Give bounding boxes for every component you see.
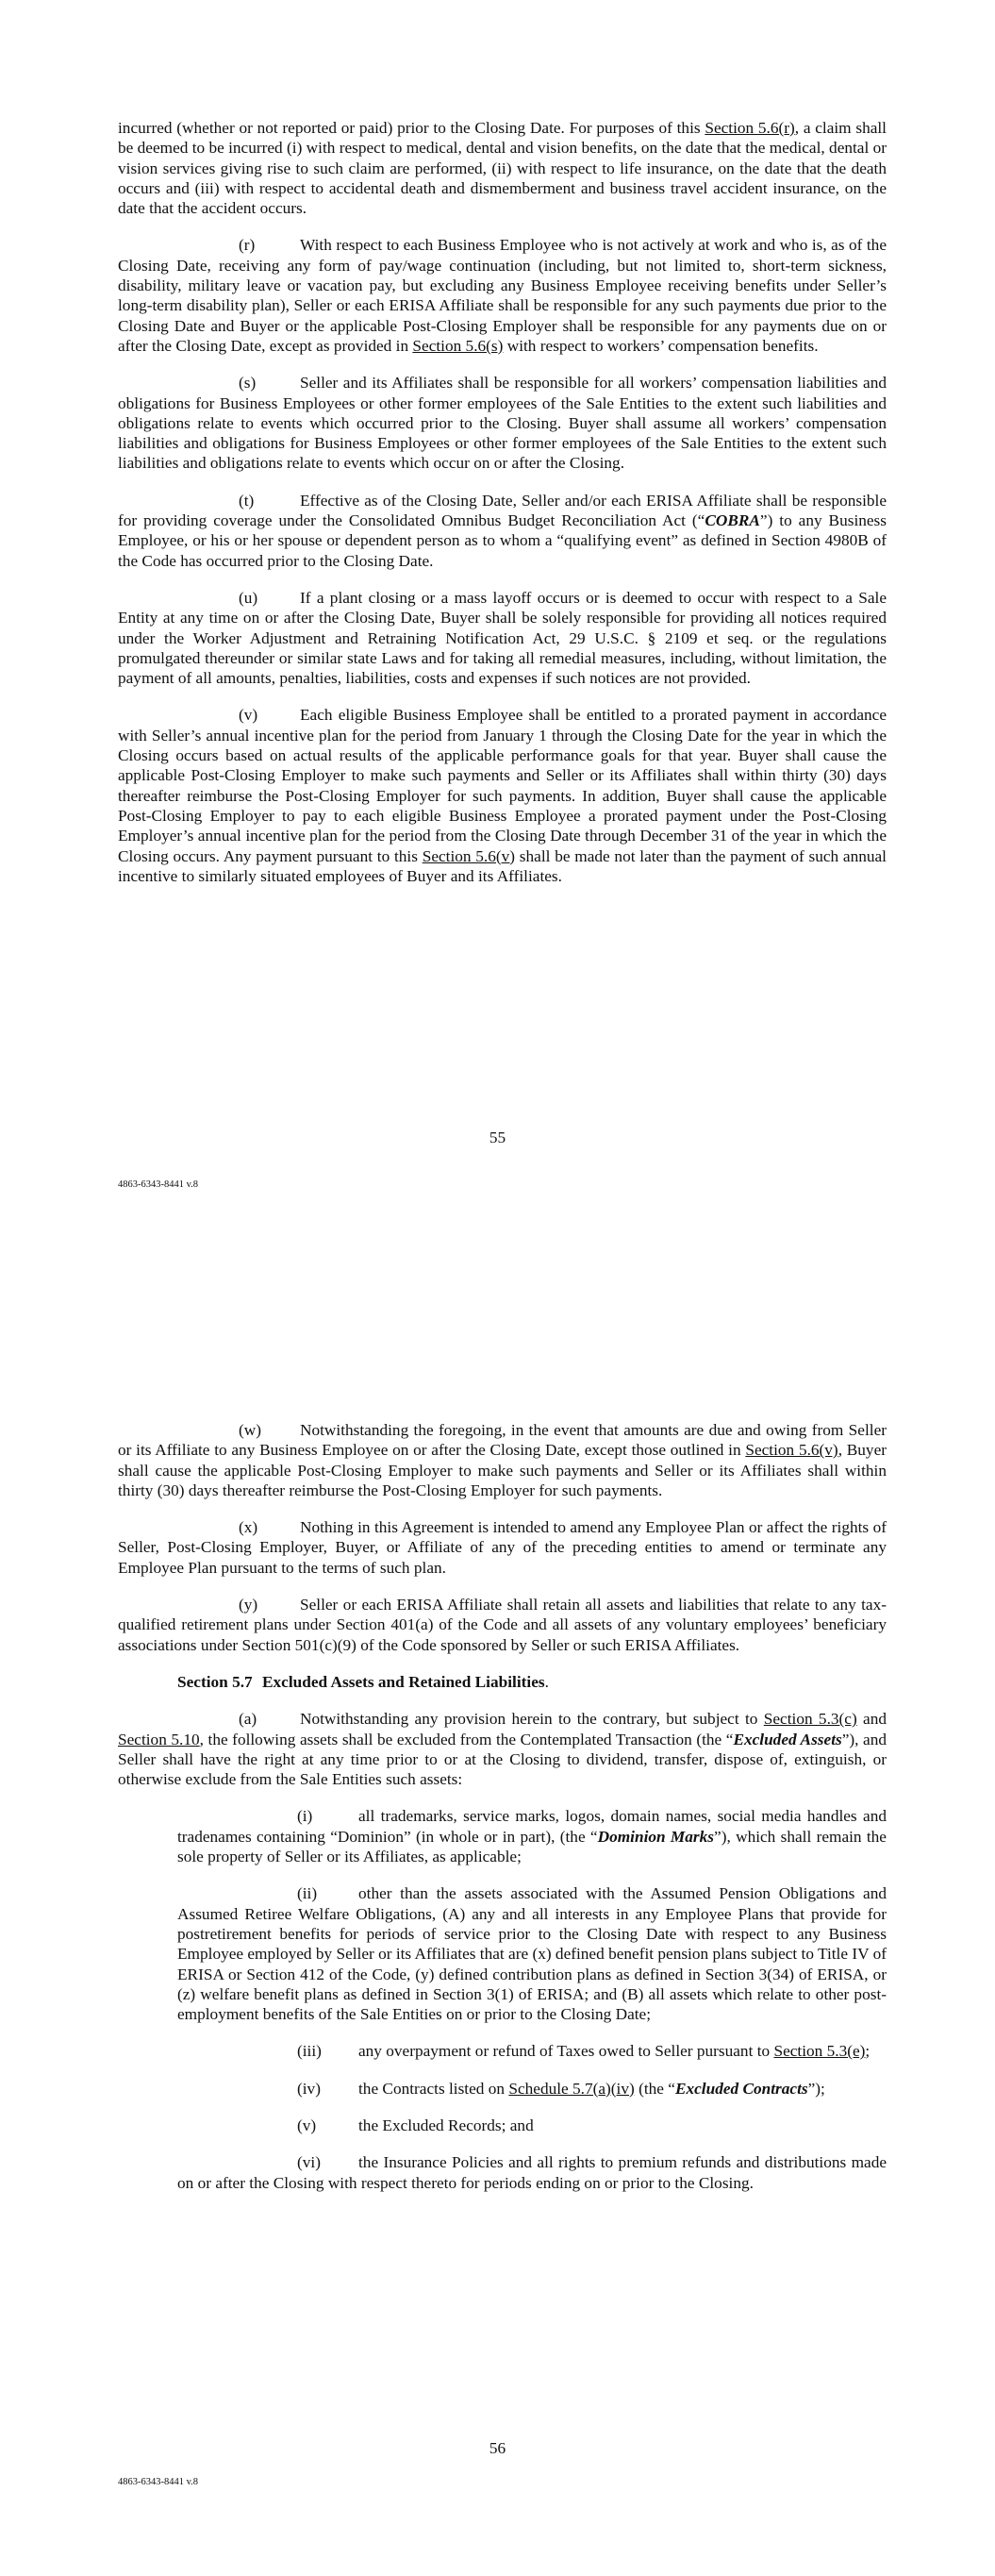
section-ref-5-6-r: Section 5.6(r) bbox=[705, 119, 795, 137]
section-heading-5-7: Section 5.7 Excluded Assets and Retained Liabilities. bbox=[177, 1672, 549, 1691]
paragraph-continuation: incurred (whether or not reported or paid) prior to the Closing Date. For purposes of this Section 5.6(r), a claim shall be deemed to be incurred (i) with respect to medical, dental and vision benefits, on the date that the medical, dental or vision services giving rise to such claim are performed, (ii) with respect to life insurance, on the date that the death occurs and (iii) with respect to accidental death and dismemberment and business travel accident insurance, on the date that the accident occurs. bbox=[118, 119, 887, 218]
paragraph-t: (t) Effective as of the Closing Date, Seller and/or each ERISA Affiliate shall be responsible for providing coverage under the Consolidated Omnibus Budget Reconciliation Act (“COBRA”) to any Business Employee, or his or her spouse or dependent person as to whom a “qualifying event” as defined in Section 4980B of the Code has occurred prior to the Closing Date. bbox=[118, 491, 887, 570]
item-iii: (iii) any overpayment or refund of Taxes owed to Seller pursuant to Section 5.3(e); bbox=[297, 2042, 871, 2061]
defined-term-dominion-marks: Dominion Marks bbox=[597, 1827, 715, 1846]
defined-term-excluded-contracts: Excluded Contracts bbox=[674, 2079, 808, 2098]
page-number: 56 bbox=[489, 2439, 506, 2457]
defined-term-cobra: COBRA bbox=[705, 511, 760, 530]
document-id: 4863-6343-8441 v.8 bbox=[118, 2477, 199, 2487]
paragraph-label: (w) bbox=[239, 1421, 261, 1439]
paragraph-label: (v) bbox=[239, 706, 258, 725]
item-vi: (vi) the Insurance Policies and all rights to premium refunds and distributions made on or after the Closing with respect thereto for periods ending on or prior to the Closing. bbox=[177, 2153, 887, 2192]
item-label: (i) bbox=[297, 1807, 313, 1826]
section-ref-5-3-e: Section 5.3(e) bbox=[773, 2042, 866, 2061]
item-v: (v) the Excluded Records; and bbox=[297, 2116, 534, 2135]
schedule-ref-5-7-a-iv: Schedule 5.7(a)(iv) bbox=[508, 2079, 635, 2098]
paragraph-w: (w) Notwithstanding the foregoing, in the event that amounts are due and owing from Seller or its Affiliate to any Business Employee on or after the Closing Date, except those outlined in Section 5.6(v), Buyer shall cause the applicable Post-Closing Employer to make such payments and Seller or its Affiliates shall within thirty (30) days thereafter reimburse the Post-Closing Employer for such payments. bbox=[118, 1421, 887, 1499]
paragraph-v: (v) Each eligible Business Employee shall be entitled to a prorated payment in accordance with Seller’s annual incentive plan for the period from January 1 through the Closing Date for the year in which the Closing occurs based on actual results of the applicable performance goals for that year. Buyer shall cause the applicable Post-Closing Employer to make such payments and Seller or its Affiliates shall within thirty (30) days thereafter reimburse the Post-Closing Employer for such payments. In addition, Buyer shall cause the applicable Post-Closing Employer to pay to each eligible Business Employee a prorated payment under the Post-Closing Employer’s annual incentive plan for the period from the Closing Date through December 31 of the year in which the Closing occurs. Any payment pursuant to this Section 5.6(v) shall be made not later than the payment of such annual incentive to similarly situated employees of Buyer and its Affiliates. bbox=[118, 706, 887, 885]
paragraph-s: (s) Seller and its Affiliates shall be responsible for all workers’ compensation liabilities and obligations for Business Employees or other former employees of the Sale Entities to the extent such liabilities and obligations relate to events which occurred prior to the Closing. Buyer shall assume all workers’ compensation liabilities and obligations for Business Employees or other former employees of the Sale Entities to the extent such liabilities and obligations relate to events which occur on or after the Closing. bbox=[118, 374, 887, 473]
paragraph-label: (t) bbox=[239, 491, 255, 510]
page-56 bbox=[0, 1217, 995, 2576]
section-ref-5-10: Section 5.10 bbox=[118, 1730, 200, 1748]
section-ref-5-6-v: Section 5.6(v) bbox=[745, 1441, 838, 1460]
item-label: (ii) bbox=[297, 1884, 318, 1903]
section-ref-5-3-c: Section 5.3(c) bbox=[763, 1710, 857, 1729]
paragraph-label: (s) bbox=[239, 374, 257, 393]
page-56-body bbox=[118, 1420, 887, 2210]
page-number: 55 bbox=[489, 1129, 506, 1146]
item-label: (vi) bbox=[297, 2153, 321, 2172]
item-iv: (iv) the Contracts listed on Schedule 5.7(a)(iv) (the “Excluded Contracts”); bbox=[297, 2079, 825, 2098]
paragraph-label: (r) bbox=[239, 236, 256, 255]
paragraph-x: (x) Nothing in this Agreement is intended to amend any Employee Plan or affect the rights of Seller, Post-Closing Employer, Buyer, or Affiliate of any of the preceding entities to amend or terminate any Employee Plan pursuant to the terms of such plan. bbox=[118, 1518, 887, 1577]
defined-term-excluded-assets: Excluded Assets bbox=[733, 1730, 842, 1748]
section-ref-5-6-v: Section 5.6(v) bbox=[422, 846, 516, 865]
item-label: (iii) bbox=[297, 2042, 322, 2061]
paragraph-r: (r) With respect to each Business Employee who is not actively at work and who is, as of the Closing Date, receiving any form of pay/wage continuation (including, but not limited to, short-term sickness, disability, military leave or vacation pay, but excluding any Business Employee receiving benefits under Seller’s long-term disability plan), Seller or each ERISA Affiliate shall be responsible for any such payments due prior to the Closing Date and Buyer or the applicable Post-Closing Employer shall be responsible for any payments due on or after the Closing Date, except as provided in Section 5.6(s) with respect to workers’ compensation benefits. bbox=[118, 236, 887, 355]
item-ii: (ii) other than the assets associated with the Assumed Pension Obligations and Assumed Retiree Welfare Obligations, (A) any and all interests in any Employee Plans that provide for postretirement benefits for periods of service prior to the Closing Date with respect to any Business Employee employed by Seller or its Affiliates that are (x) defined benefit pension plans subject to Title IV of ERISA or Section 412 of the Code, (y) defined contribution plans as defined in Section 3(34) of ERISA, or (z) welfare benefit plans as defined in Section 3(1) of ERISA; and (B) all assets which relate to other post-employment benefits of the Sale Entities on or prior to the Closing Date; bbox=[177, 1884, 887, 2024]
page-55 bbox=[0, 0, 995, 1217]
item-label: (iv) bbox=[297, 2079, 321, 2098]
paragraph-y: (y) Seller or each ERISA Affiliate shall retain all assets and liabilities that relate to any tax-qualified retirement plans under Section 401(a) of the Code and all assets of any voluntary employees’ beneficiary associations under Section 501(c)(9) of the Code sponsored by Seller or such ERISA Affiliates. bbox=[118, 1596, 887, 1654]
page-55-body bbox=[118, 118, 887, 903]
paragraph-a: (a) Notwithstanding any provision herein to the contrary, but subject to Section 5.3(c) and Section 5.10, the following assets shall be excluded from the Contemplated Transaction (the “Excluded Assets”), and Seller shall have the right at any time prior to or at the Closing to dividend, transfer, dispose of, extinguish, or otherwise exclude from the Sale Entities such assets: bbox=[118, 1710, 887, 1789]
section-title: Excluded Assets and Retained Liabilities bbox=[262, 1672, 545, 1691]
item-i: (i) all trademarks, service marks, logos, domain names, social media handles and tradenames containing “Dominion” (in whole or in part), (the “Dominion Marks”), which shall remain the sole property of Seller or its Affiliates, as applicable; bbox=[177, 1807, 887, 1866]
item-label: (v) bbox=[297, 2116, 317, 2135]
paragraph-label: (x) bbox=[239, 1518, 258, 1537]
document-id: 4863-6343-8441 v.8 bbox=[118, 1179, 199, 1190]
section-number: Section 5.7 bbox=[177, 1672, 253, 1691]
paragraph-label: (y) bbox=[239, 1596, 258, 1614]
paragraph-u: (u) If a plant closing or a mass layoff occurs or is deemed to occur with respect to a Sale Entity at any time on or after the Closing Date, Buyer shall be solely responsible for providing all notices required under the Worker Adjustment and Retraining Notification Act, 29 U.S.C. § 2109 et seq. or the regulations promulgated thereunder or similar state Laws and for taking all remedial measures, including, without limitation, the payment of all amounts, penalties, liabilities, costs and expenses if such notices are not provided. bbox=[118, 588, 887, 688]
paragraph-label: (a) bbox=[239, 1710, 257, 1729]
section-ref-5-6-s: Section 5.6(s) bbox=[412, 336, 504, 355]
paragraph-label: (u) bbox=[239, 588, 258, 607]
